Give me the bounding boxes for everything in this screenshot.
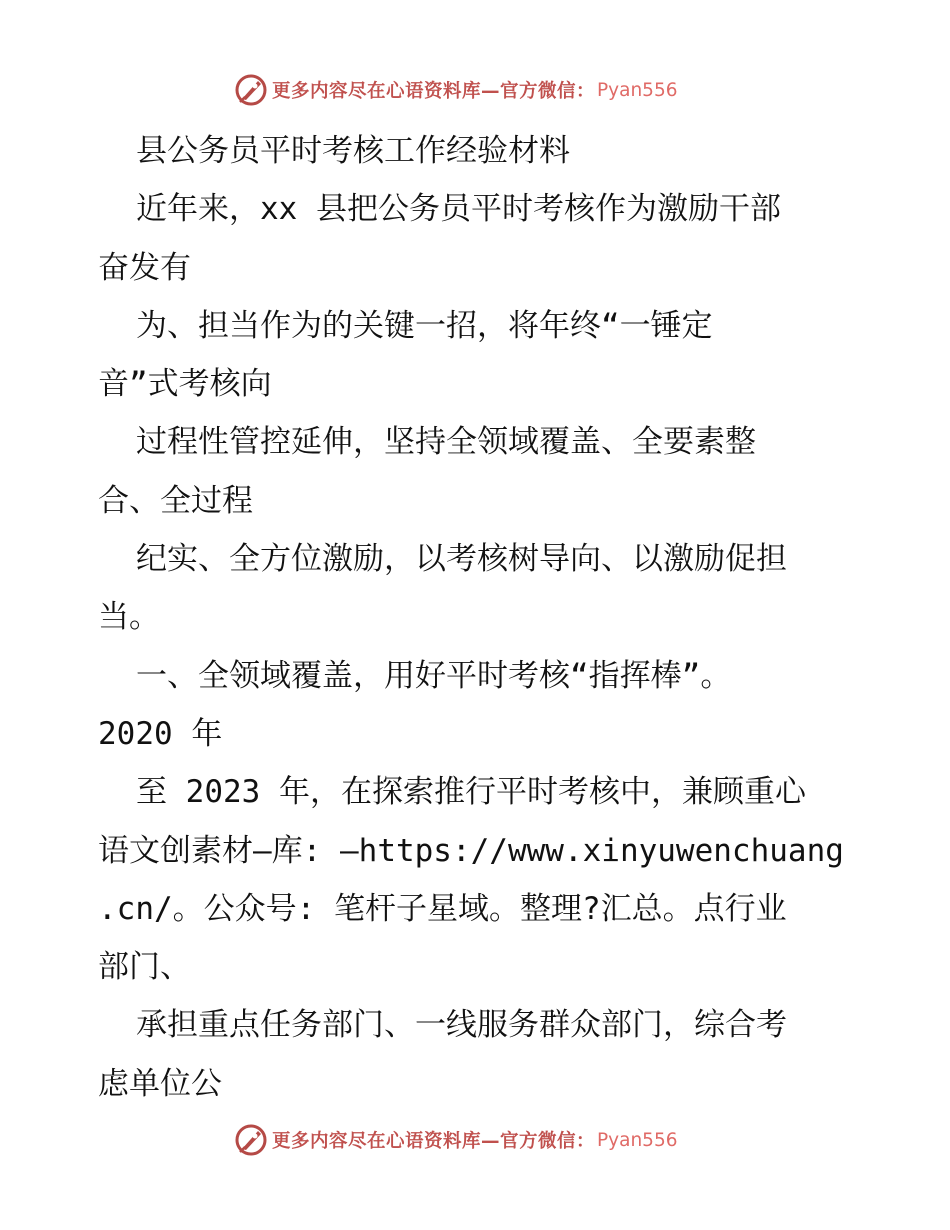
- text-line: 纪实、全方位激励，以考核树导向、以激励促担: [136, 541, 787, 578]
- text-line: 当。: [98, 599, 160, 636]
- text-line: 过程性管控延伸，坚持全领域覆盖、全要素整: [136, 424, 756, 461]
- banner-wechat-id: Pyan556: [597, 79, 678, 101]
- document-body: [98, 122, 858, 1113]
- banner-text: 更多内容尽在心语资料库—官方微信：: [272, 81, 596, 102]
- text-line: .cn/。公众号: 笔杆子星域。整理?汇总。点行业: [98, 890, 787, 927]
- section-heading: 一、全领域覆盖，用好平时考核“指挥棒”。: [136, 657, 732, 694]
- text-line: 合、全过程: [98, 482, 253, 519]
- text-line: 部门、: [98, 949, 191, 986]
- banner-text: 更多内容尽在心语资料库—官方微信：: [272, 1131, 596, 1152]
- banner-wechat-id: Pyan556: [597, 1129, 678, 1151]
- quill-pen-logo-icon: [234, 1123, 268, 1157]
- text-line: 近年来，xx 县把公务员平时考核作为激励干部: [136, 191, 781, 228]
- text-line: 语文创素材—库: —https://www.xinyuwenchuang: [98, 832, 844, 869]
- text-line: 虑单位公: [98, 1065, 222, 1102]
- text-line: 奋发有: [98, 249, 191, 286]
- text-line: 承担重点任务部门、一线服务群众部门，综合考: [136, 1007, 787, 1044]
- quill-pen-logo-icon: [234, 73, 268, 107]
- text-line: 为、担当作为的关键一招，将年终“一锤定: [136, 307, 713, 344]
- document-title: 县公务员平时考核工作经验材料: [136, 133, 570, 169]
- text-line: 至 2023 年，在探索推行平时考核中，兼顾重心: [136, 774, 806, 811]
- text-line: 2020 年: [98, 715, 223, 752]
- header-banner: [234, 72, 754, 108]
- footer-banner: [234, 1122, 754, 1158]
- text-line: 音”式考核向: [98, 366, 272, 403]
